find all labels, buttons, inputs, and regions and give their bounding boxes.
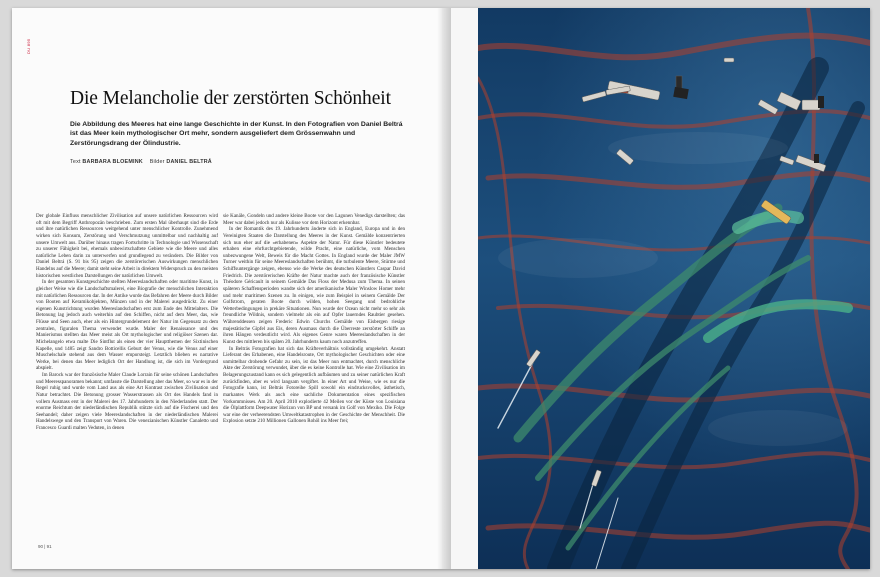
credit-image-label: Bilder xyxy=(149,159,165,165)
article-credits xyxy=(70,159,212,165)
section-rubric: DU 895 xyxy=(26,38,31,54)
body-paragraph: In der Romantik des 19. Jahrhunderts änderte sich in England, Europa und in den Vereinigten Staaten die Darstellung des Meeres in der Kunst. Gemälde konzentrierten sich nun eher auf die «erhabenen» Aspekte der Natur. Für diese Künstler bedeutete erhaben eine ehrfurchtgebietende, wilde Pracht, eine natürliche, vom Menschen unbezwungene Welt, Beweis für die Macht Gottes. In England wurde der Maler JMW Turner weithin für seine Meereslandschaften berühmt, die turbulente Meere, Stürme und Schiffsuntergänge zeigen, ebenso wie die Werke des deutschen Künstlers Caspar David Friedrich. Die zerstörerischen Kräfte der Natur machte auch der französische Künstler Théodore Géricault in seinem Gemälde Das Floss der Medusa zum Thema. In seinen späteren Schaffensperioden wandte sich der amerikanische Maler Winslow Homer mehr und mehr maritimen Szenen zu. In einigen, wie zum Beispiel in seinem Gemälde Der Golfstrom, geraten Boote durch wilden, hohen Seegang und bedrohliche Wetterbedingungen in prekäre Situationen. Nun wurde der Ozean nicht mehr so sehr als freundliche Wildnis, sondern vielmehr als ein auf Opfer lauerndes Raubtier gesehen. Währenddessen zeigen Frederic Edwin Churchs Gemälde von Eisbergen riesige majestätische Gipfel aus Eis, deren Ausmass durch die Überreste zerstörter Schiffe an ihren Hängen verdeutlicht wird. Als eigenes Genre waren Meereslandschaften in der Kunst des mittleren bis späten 20. Jahrhunderts kaum noch anzutreffen. xyxy=(223,226,405,345)
spine-gutter-shadow xyxy=(437,8,451,569)
credit-text-name: BARBARA BLOEMINK xyxy=(82,159,143,165)
article-headline: Die Melancholie der zerstörten Schönheit xyxy=(70,88,391,109)
oil-spill-photo-illustration xyxy=(478,8,870,569)
body-paragraph: In der gesamten Kunstgeschichte stellten Meereslandschaften oder maritime Kunst, in gleicher Weise wie die Landschaftsmalerei, eine Biografie der menschlichen Interaktion mit natürlichen Ressourcen dar. In der Antike wurde das Befahren der Meere durch Bilder von Booten auf Keramikobjekten, Münzen und in der Malerei ausgedrückt. Zu einer eigenen Kunstrichtung wurden Meereslandschaften erst zum Ende des Mittelalters. Die Betonung lag jedoch auch weiterhin auf den Schiffen, nicht auf dem Meer, das, wie Flüsse und Seen auch, eher als ein Hintergrundelement der Natur im Gegensatz zu dem zentralen, figuralen Thema verwendet wurde. Maler der Renaissance und des Manierismus stellten das Meer meist als Ort mythologischer und religiöser Szenen dar. Michelangelo etwa malte Die Sintflut als einen der vier Hauptthemen der Sixtinischen Kapelle, und 1485 zeigt Sandro Botticellis Geburt der Venus, wie die Venus auf einer Muschelschale stehend aus dem Wasser emporsteigt. Letztlich blieben es narrative Werke, bei denen das Meer lediglich Ort der Handlung ist, die sich im Vordergrund abspielt. xyxy=(36,279,218,372)
body-column-1 xyxy=(36,213,218,541)
magazine-spread xyxy=(12,8,870,569)
body-paragraph: Im Barock war der französische Maler Claude Lorrain für seine schönen Landschaften und Meeresspanoramen bekannt; umfasste die Darstellung aber das Meer, so war es in der Regel ruhig und wurde vom Land aus als eine Art Kontrast zwischen Zivilisation und Natur betrachtet. Die Betonung grosser Wasserstrassen als Ort des Handels fand in vollem Ausmass erst in der Malerei des 17. Jahrhunderts in den Niederlanden statt. Der enorme Reichtum der niederländischen Republik stützte sich auf die Fischerei und den Seehandel; daher zeigen viele Meereslandschaften in der niederländischen Malerei Handelswege und den Transport von Waren. Die venezianischen Künstler Canaletto und Francesco Guardi malten Veduten, in denen xyxy=(36,372,218,431)
oil-spill-photo xyxy=(478,8,870,569)
credit-text-label: Text xyxy=(70,159,81,165)
body-paragraph: sie Kanäle, Gondeln und andere kleine Boote vor den Lagunen Venedigs darstellten; das Meer war dabei jedoch nur als Kulisse vor dem Horizont erkennbar. xyxy=(223,213,405,226)
page-folio: 90 | 91 xyxy=(38,544,52,549)
credit-image-name: DANIEL BELTRÁ xyxy=(166,159,212,165)
body-paragraph: In Beltrás Fotografien hat sich das Kräfteverhältnis vollständig umgekehrt. Anstatt Lieferant des Erhabenen, eine Handelsroute, Ort mythologischer Geschichten oder eine unmittelbar drohende Gefahr zu sein, ist das Meer nun entmachtet, durch menschliche Akte der Zerstörung verwundet, über die es keine Kontrolle hat. Wie eine Zivilisation im Belagerungszustand kann es sich gelegentlich aufbäumen und zu seiner natürlichen Kraft zurückfinden, aber es wird langsam vergiftet. In einer Art und Weise, wie es nur die Fotografie kann, ist Beltrás Fotoreihe Spill sowohl ein eindrucksvolles, ästhetisch, markantes Werk als auch eine sachliche Dokumentation eines spezifischen Vorkommnisses. Am 20. April 2010 explodierte 42 Meilen vor der Küste von Louisiana die Ölplattform Deepwater Horizon von BP und versank im Golf von Mexiko. Die Folge war eine der verheerendsten Umweltkatastrophen in der Geschichte der Menschheit. Die Explosion setzte 210 Millionen Gallonen Rohöl ins Meer frei; xyxy=(223,345,405,425)
body-column-2 xyxy=(223,213,405,541)
left-page xyxy=(12,8,442,569)
body-paragraph: Der globale Einfluss menschlicher Zivilisation auf unsere natürlichen Ressourcen wird oft mit dem Begriff Anthropozän beschrieben. Zum ersten Mal überhaupt sind die Erde und ihre natürlichen Ressourcen weitgehend unter menschlicher Kontrolle. Zunehmend wirken sich Konsum, Zerstörung und Verschmutzung unmittelbar und nachhaltig auf unsere Umwelt aus. Darüber hinaus tragen Fortschritte in Technologie und Wissenschaft zu unserer Fähigkeit bei, ehemals unbewirtschaftete Gebiete wie die Meere und alles natürliche Leben darin zu unterwerfen und grundlegend zu verändern. Die Bilder von Daniel Beltrá (S. 91 bis 95) zeigen die zerstörerischen Auswirkungen menschlichen Handelns auf die Meere; damit steht seine Arbeit in direktem Widerspruch zu den meisten historischen westlichen Darstellungen der natürlichen Umwelt. xyxy=(36,213,218,279)
article-lead: Die Abbildung des Meeres hat eine lange Geschichte in der Kunst. In den Fotografien von Daniel Beltrá ist das Meer kein mythologischer Ort mehr, sondern ausgeliefert dem Grössenwahn und Zerstörungsdrang der Ölindustrie. xyxy=(70,121,403,147)
